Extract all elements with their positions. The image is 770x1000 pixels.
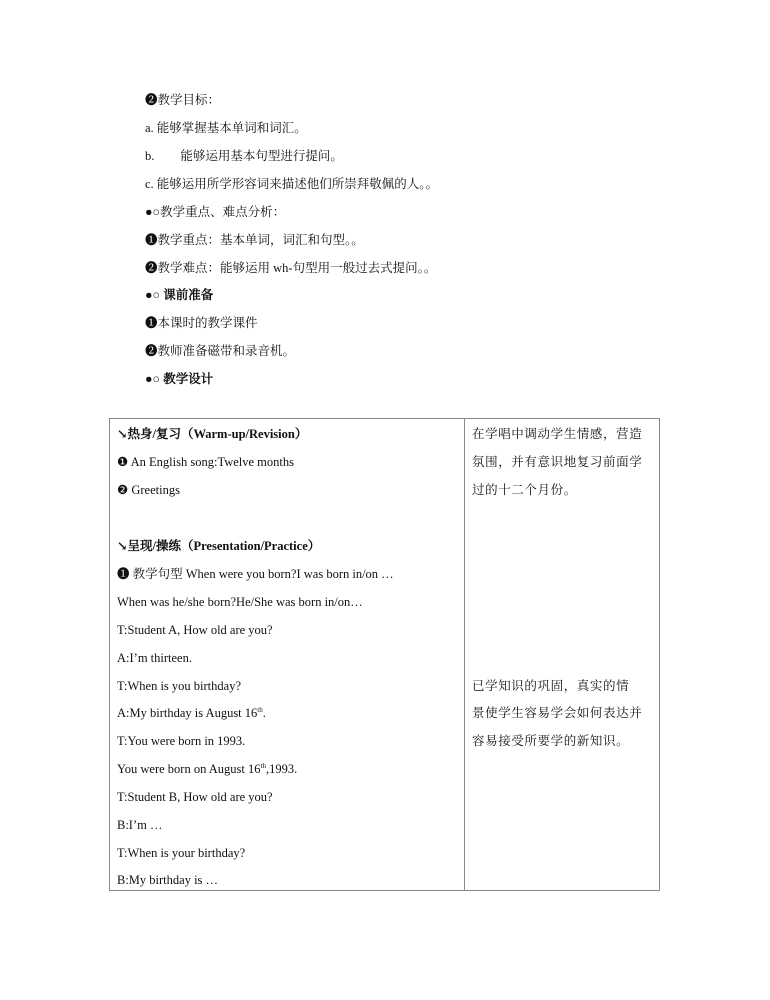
goal-a: a. 能够掌握基本单词和词汇。: [145, 121, 307, 135]
dialogue-text: ,1993.: [265, 762, 298, 776]
keypoint-1: ❶教学重点：基本单词，词汇和句型。。: [145, 233, 364, 247]
note-2-line: 景使学生容易学会如何表达并: [472, 706, 643, 720]
dialogue-line: A:I’m thirteen.: [117, 651, 192, 665]
dialogue-line: B:I’m …: [117, 818, 163, 832]
teaching-goals-heading: ❷教学目标：: [145, 93, 221, 107]
warmup-item-1: ❶ An English song:Twelve months: [117, 455, 294, 469]
goal-c: c. 能够运用所学形容词来描述他们所崇拜敬佩的人。。: [145, 177, 439, 191]
ordinal-suffix: th: [260, 761, 266, 770]
keypoints-heading: ●○教学重点、难点分析：: [145, 205, 286, 219]
dialogue-text: A:My birthday is August 16: [117, 706, 258, 720]
dialogue-line: [117, 705, 266, 721]
note-2-line: 已学知识的巩固，真实的情: [472, 679, 630, 693]
goal-b-text: 能够运用基本句型进行提问。: [180, 149, 343, 163]
dialogue-line: T:When is you birthday?: [117, 679, 241, 693]
dialogue-line: T:Student A, How old are you?: [117, 623, 273, 637]
presentation-heading: ↘呈现/操练（Presentation/Practice）: [117, 539, 321, 553]
sentence-pattern: ❶ 教学句型 When were you born?I was born in/on …: [117, 567, 394, 581]
goal-b-marker: b.: [145, 149, 155, 163]
dialogue-line: [117, 761, 297, 777]
design-heading: ●○ 教学设计: [145, 372, 214, 386]
ordinal-suffix: th: [257, 705, 263, 714]
keypoint-2: ❷教学难点：能够运用 wh-句型用一般过去式提问。。: [145, 261, 437, 275]
dialogue-line: B:My birthday is …: [117, 873, 219, 887]
preparation-item-1: ❶本课时的教学课件: [145, 316, 258, 330]
dialogue-text: .: [262, 706, 266, 720]
note-2-line: 容易接受所要学的新知识。: [472, 734, 630, 748]
dialogue-line: T:Student B, How old are you?: [117, 790, 273, 804]
dialogue-line: When was he/she born?He/She was born in/on…: [117, 595, 363, 609]
preparation-item-2: ❷教师准备磁带和录音机。: [145, 344, 296, 358]
dialogue-text: You were born on August 16: [117, 762, 261, 776]
table-column-divider: [464, 418, 465, 891]
note-1-line: 过的十二个月份。: [472, 483, 577, 497]
warmup-item-2: ❷ Greetings: [117, 483, 180, 497]
dialogue-line: T:You were born in 1993.: [117, 734, 246, 748]
dialogue-line: T:When is your birthday?: [117, 846, 246, 860]
goal-b: [145, 148, 343, 164]
preparation-heading: ●○ 课前准备: [145, 288, 214, 302]
note-1-line: 氛围，并有意识地复习前面学: [472, 455, 643, 469]
note-1-line: 在学唱中调动学生情感，营造: [472, 427, 643, 441]
warmup-heading: ↘热身/复习（Warm-up/Revision）: [117, 427, 308, 441]
